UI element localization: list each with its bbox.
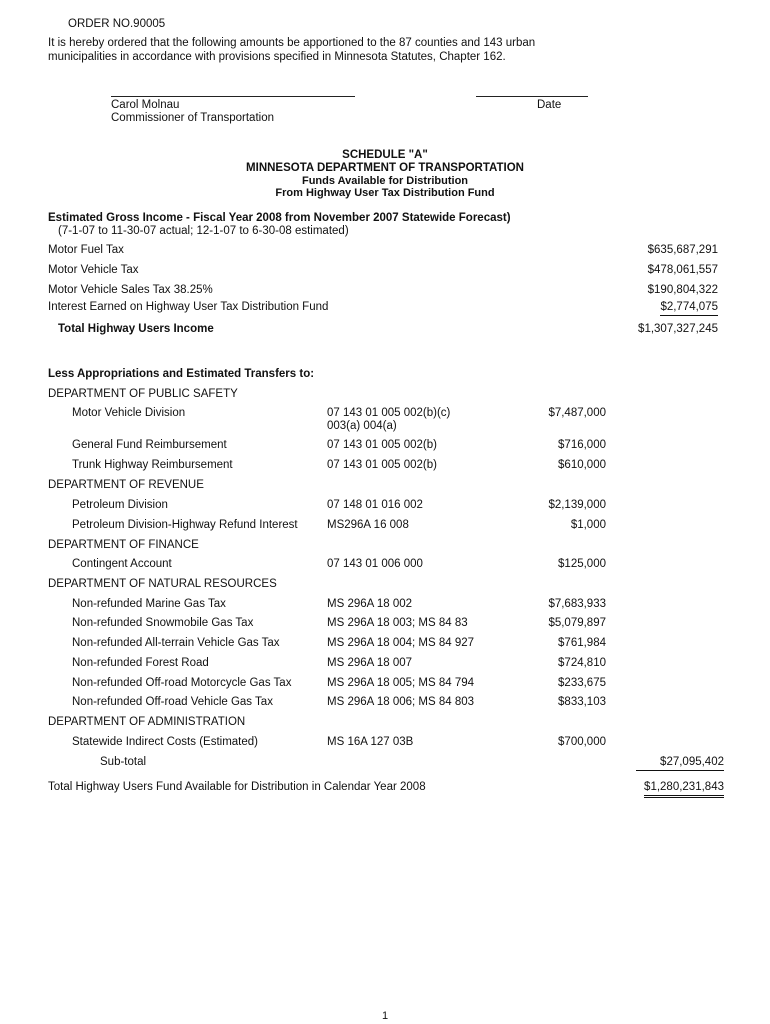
appropriation-amount: $610,000 [558, 459, 606, 471]
department-title: MINNESOTA DEPARTMENT OF TRANSPORTATION [246, 162, 524, 174]
appropriation-amount: $833,103 [558, 696, 606, 708]
appropriations-heading: Less Appropriations and Estimated Transfers to: [48, 368, 315, 380]
appropriation-amount: $7,487,000 [548, 407, 606, 419]
page-number: 1 [381, 1010, 389, 1022]
appropriation-code: MS 16A 127 03B [327, 736, 414, 748]
income-amount: $2,774,075 [660, 302, 718, 316]
appropriation-code: 07 148 01 016 002 [327, 499, 423, 511]
department-heading: DEPARTMENT OF ADMINISTRATION [48, 716, 246, 728]
appropriation-amount: $5,079,897 [548, 617, 606, 629]
date-line [476, 96, 588, 97]
intro-text-line-2: municipalities in accordance with provisions specified in Minnesota Statutes, Chapter 162. [48, 51, 506, 63]
schedule-subtitle-2: From Highway User Tax Distribution Fund [275, 187, 495, 199]
department-heading: DEPARTMENT OF NATURAL RESOURCES [48, 578, 277, 590]
appropriation-amount: $1,000 [570, 519, 606, 531]
intro-text-line-1: It is hereby ordered that the following amounts be apportioned to the 87 counties and 143 urban [48, 37, 536, 49]
signature-line [111, 96, 355, 97]
appropriation-label: Non-refunded Marine Gas Tax [72, 598, 226, 610]
final-total-amount: $1,280,231,843 [644, 782, 724, 798]
appropriation-amount: $716,000 [558, 439, 606, 451]
appropriation-code: 07 143 01 005 002(b)(c) [327, 407, 451, 419]
signer-name: Carol Molnau [111, 99, 180, 111]
appropriation-label: Non-refunded Snowmobile Gas Tax [72, 617, 254, 629]
appropriation-amount: $7,683,933 [548, 598, 606, 610]
appropriation-label: Trunk Highway Reimbursement [72, 459, 233, 471]
income-amount: $190,804,322 [647, 284, 718, 296]
total-income-label: Total Highway Users Income [58, 323, 214, 335]
appropriation-label: Non-refunded Forest Road [72, 657, 209, 669]
income-subheading: (7-1-07 to 11-30-07 actual; 12-1-07 to 6-30-08 estimated) [58, 225, 349, 237]
appropriation-code: 003(a) 004(a) [327, 420, 397, 432]
schedule-title: SCHEDULE "A" [342, 149, 428, 161]
signer-title: Commissioner of Transportation [111, 112, 274, 124]
department-heading: DEPARTMENT OF FINANCE [48, 539, 199, 551]
income-amount: $478,061,557 [647, 264, 718, 276]
appropriation-code: MS 296A 18 003; MS 84 83 [327, 617, 468, 629]
order-number: ORDER NO.90005 [68, 18, 166, 30]
department-heading: DEPARTMENT OF REVENUE [48, 479, 204, 491]
appropriation-label: Statewide Indirect Costs (Estimated) [72, 736, 258, 748]
income-amount: $635,687,291 [647, 244, 718, 256]
appropriation-code: 07 143 01 006 000 [327, 558, 423, 570]
appropriation-label: Motor Vehicle Division [72, 407, 186, 419]
date-label: Date [537, 99, 562, 111]
appropriation-code: MS 296A 18 004; MS 84 927 [327, 637, 475, 649]
income-label: Motor Vehicle Sales Tax 38.25% [48, 284, 213, 296]
appropriation-label: Contingent Account [72, 558, 172, 570]
appropriation-label: Non-refunded All-terrain Vehicle Gas Tax [72, 637, 280, 649]
appropriation-amount: $125,000 [558, 558, 606, 570]
schedule-subtitle-1: Funds Available for Distribution [301, 175, 469, 187]
appropriation-amount: $2,139,000 [548, 499, 606, 511]
appropriation-code: 07 143 01 005 002(b) [327, 439, 437, 451]
income-label: Interest Earned on Highway User Tax Distribution Fund [48, 301, 329, 313]
income-label: Motor Fuel Tax [48, 244, 124, 256]
total-income-amount: $1,307,327,245 [638, 323, 718, 335]
subtotal-label: Sub-total [100, 756, 147, 768]
appropriation-amount: $700,000 [558, 736, 606, 748]
appropriation-amount: $724,810 [558, 657, 606, 669]
department-heading: DEPARTMENT OF PUBLIC SAFETY [48, 388, 238, 400]
appropriation-amount: $761,984 [558, 637, 606, 649]
appropriation-label: General Fund Reimbursement [72, 439, 227, 451]
income-label: Motor Vehicle Tax [48, 264, 139, 276]
appropriation-code: 07 143 01 005 002(b) [327, 459, 437, 471]
appropriation-label: Petroleum Division-Highway Refund Interest [72, 519, 298, 531]
appropriation-code: MS 296A 18 002 [327, 598, 413, 610]
appropriation-code: MS296A 16 008 [327, 519, 409, 531]
income-heading: Estimated Gross Income - Fiscal Year 2008 from November 2007 Statewide Forecast) [48, 212, 511, 224]
appropriation-label: Non-refunded Off-road Motorcycle Gas Tax [72, 677, 292, 689]
appropriation-code: MS 296A 18 007 [327, 657, 413, 669]
appropriation-label: Non-refunded Off-road Vehicle Gas Tax [72, 696, 273, 708]
appropriation-label: Petroleum Division [72, 499, 168, 511]
appropriation-amount: $233,675 [558, 677, 606, 689]
final-total-label: Total Highway Users Fund Available for Distribution in Calendar Year 2008 [48, 781, 426, 793]
appropriation-code: MS 296A 18 005; MS 84 794 [327, 677, 475, 689]
appropriation-code: MS 296A 18 006; MS 84 803 [327, 696, 475, 708]
subtotal-amount: $27,095,402 [636, 757, 724, 771]
